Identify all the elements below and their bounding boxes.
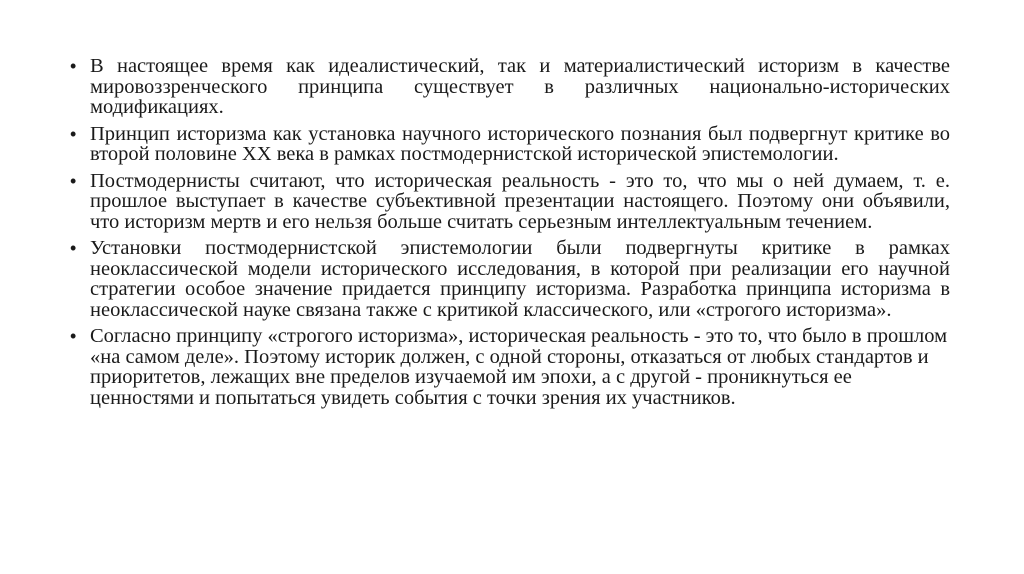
- bullet-marker: •: [70, 123, 77, 144]
- bullet-item-3: [70, 171, 950, 233]
- bullet-item-1: [70, 56, 950, 118]
- bullet-marker: •: [70, 56, 77, 76]
- bullet-list: [70, 56, 950, 414]
- bullet-item-5: [70, 326, 950, 408]
- bullet-text: Согласно принципу «строгого историзма», историческая реальность - это то, что было в прошлом «на самом деле». Поэтому историк должен, с одной стороны, отказаться от любых стандартов и приоритетов, лежащих вне пределов изучаемой им эпохи, а с другой - проникнуться ее ценностями и попытаться увидеть события с точки зрения их участников.: [90, 325, 948, 409]
- bullet-item-2: [70, 124, 950, 165]
- bullet-marker: •: [70, 170, 77, 191]
- bullet-item-4: [70, 238, 950, 320]
- bullet-text: В настоящее время как идеалистический, так и материалистический историзм в качестве мировоззренческого принципа существует в различных национально-исторических модификациях.: [90, 55, 950, 118]
- bullet-marker: •: [70, 326, 77, 346]
- bullet-text: Принцип историзма как установка научного исторического познания был подвергнут критике во второй половине XX века в рамках постмодернистской исторической эпистемологии.: [90, 122, 950, 165]
- bullet-marker: •: [70, 238, 77, 258]
- bullet-text: Установки постмодернистской эпистемологии были подвергнуты критике в рамках неоклассической модели исторического исследования, в которой при реализации его научной стратегии особое значение придается принципу историзма. Разработка принципа историзма в неоклассической науке связана также с критикой классического, или «строгого историзма».: [90, 237, 950, 321]
- bullet-text: Постмодернисты считают, что историческая реальность - это то, что мы о ней думаем, т. е. прошлое выступает в качестве субъективной презентации настоящего. Поэтому они объявили, что историзм мертв и его нельзя больше считать серьезным интеллектуальным течением.: [90, 169, 950, 233]
